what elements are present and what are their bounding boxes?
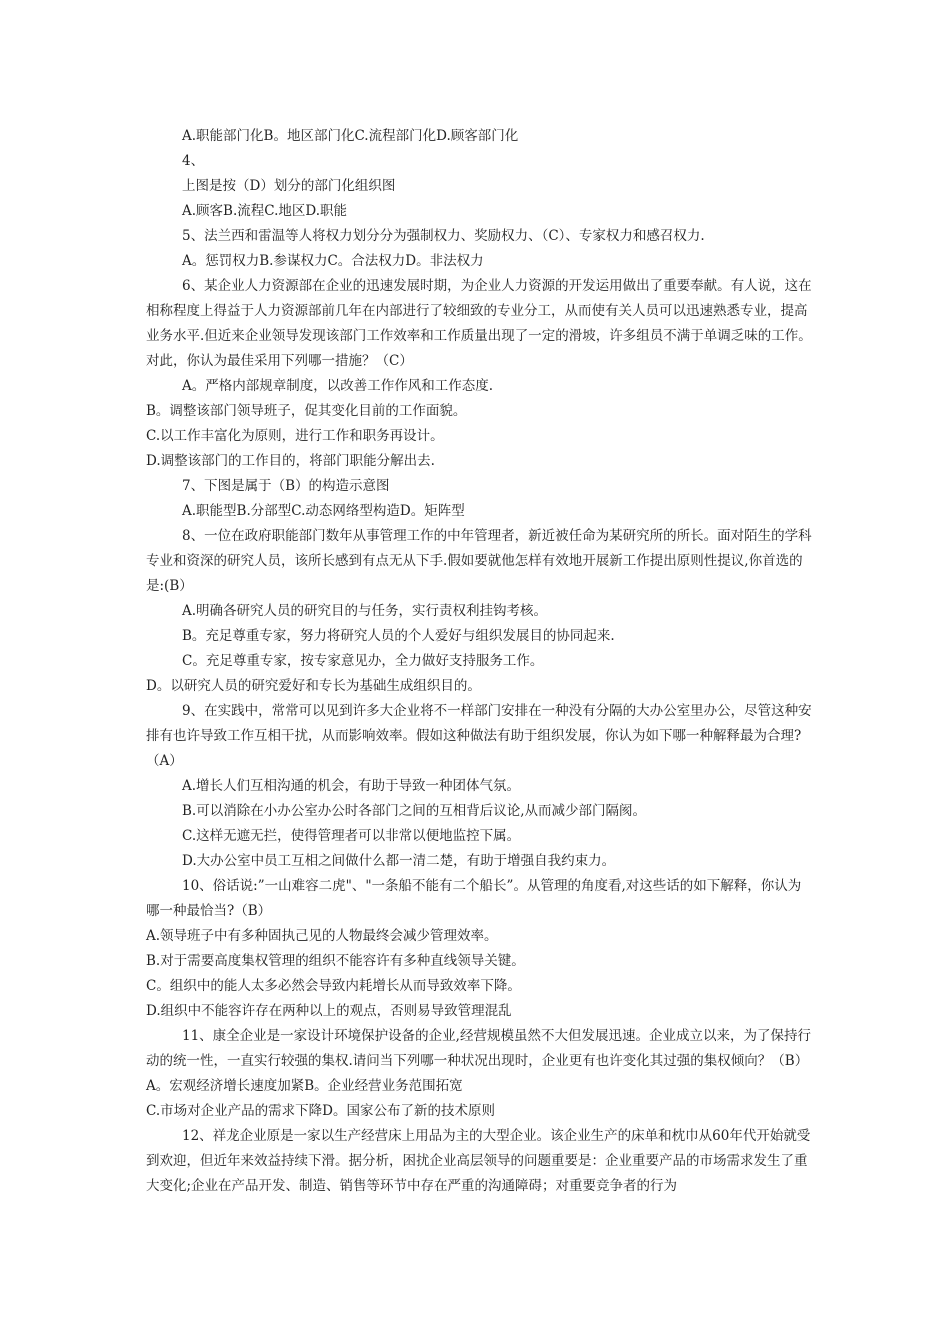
paragraph: C.以工作丰富化为原则，进行工作和职务再设计。 — [146, 428, 444, 444]
paragraph: C.市场对企业产品的需求下降D。国家公布了新的技术原则 — [146, 1103, 495, 1119]
paragraph: A.顾客B.流程C.地区D.职能 — [182, 203, 348, 219]
paragraph: C。充足尊重专家，按专家意见办，全力做好支持服务工作。 — [182, 653, 544, 669]
paragraph: A。严格内部规章制度，以改善工作作风和工作态度. — [182, 378, 494, 394]
paragraph: B。调整该部门领导班子，促其变化目前的工作面貌。 — [146, 403, 467, 419]
paragraph: A.职能部门化B。地区部门化C.流程部门化D.顾客部门化 — [182, 128, 519, 144]
paragraph: 上图是按（D）划分的部门化组织图 — [182, 178, 396, 194]
paragraph: 11、康全企业是一家设计环境保护设备的企业,经营规模虽然不大但发展迅速。企业成立以来，为了保持行动的统一性，一直实行较强的集权.请问当下列哪一种状况出现时，企业更有也许变化其过强的集权倾向？（B） — [146, 1028, 811, 1069]
paragraph: B.对于需要高度集权管理的组织不能容许有多种直线领导关键。 — [146, 953, 525, 969]
paragraph: A.职能型B.分部型C.动态网络型构造D。矩阵型 — [182, 503, 465, 519]
paragraph: A。宏观经济增长速度加紧B。企业经营业务范围拓宽 — [146, 1078, 463, 1094]
paragraph: 10、俗话说:”一山难容二虎"、"一条船不能有二个船长”。从管理的角度看,对这些话的如下解释，你认为哪一种最恰当?（B） — [146, 878, 802, 919]
paragraph: B.可以消除在小办公室办公时各部门之间的互相背后议论,从而减少部门隔阂。 — [182, 803, 647, 819]
paragraph: 4、 — [182, 153, 205, 169]
paragraph: B。充足尊重专家，努力将研究人员的个人爱好与组织发展目的协同起来. — [182, 628, 615, 644]
paragraph: D.大办公室中员工互相之间做什么都一清二楚，有助于增强自我约束力。 — [182, 853, 616, 869]
paragraph: A.明确各研究人员的研究目的与任务，实行责权利挂钩考核。 — [182, 603, 548, 619]
paragraph: A.增长人们互相沟通的机会，有助于导致一种团体气氛。 — [182, 778, 521, 794]
paragraph: C。组织中的能人太多必然会导致内耗增长从而导致效率下降。 — [146, 978, 521, 994]
paragraph: C.这样无遮无拦，使得管理者可以非常以便地监控下属。 — [182, 828, 521, 844]
paragraph: A。惩罚权力B.参谋权力C。合法权力D。非法权力 — [182, 253, 484, 269]
paragraph: A.领导班子中有多种固执己见的人物最终会减少管理效率。 — [146, 928, 498, 944]
paragraph: 6、某企业人力资源部在企业的迅速发展时期，为企业人力资源的开发运用做出了重要奉献。有人说，这在相称程度上得益于人力资源部前几年在内部进行了较细致的专业分工，从而使有关人员可以迅速熟悉专业，提高业务水平.但近来企业领导发现该部门工作效率和工作质量出现了一定的滑坡，许多组员不满于单调乏味的工作。对此，你认为最佳采用下列哪一措施？（C） — [146, 278, 812, 369]
paragraph: 9、在实践中，常常可以见到许多大企业将不一样部门安排在一种没有分隔的大办公室里办公，尽管这种安排有也许导致工作互相干扰，从而影响效率。假如这种做法有助于组织发展，你认为如下哪一种解释最为合理?（A） — [146, 703, 812, 769]
document-body — [146, 124, 812, 1199]
paragraph: 8、一位在政府职能部门数年从事管理工作的中年管理者，新近被任命为某研究所的所长。面对陌生的学科专业和资深的研究人员，该所长感到有点无从下手.假如要就他怎样有效地开展新工作提出原则性提议,你首选的是:(B） — [146, 528, 812, 594]
paragraph: 7、下图是属于（B）的构造示意图 — [182, 478, 390, 494]
paragraph: D.调整该部门的工作目的，将部门职能分解出去. — [146, 453, 435, 469]
paragraph: D.组织中不能容许存在两种以上的观点，否则易导致管理混乱 — [146, 1003, 512, 1019]
paragraph: 12、祥龙企业原是一家以生产经营床上用品为主的大型企业。该企业生产的床单和枕巾从60年代开始就受到欢迎，但近年来效益持续下滑。据分析，困扰企业高层领导的问题重要是：企业重要产品的市场需求发生了重大变化;企业在产品开发、制造、销售等环节中存在严重的沟通障碍；对重要竞争者的行为 — [146, 1128, 811, 1194]
paragraph: 5、法兰西和雷温等人将权力划分分为强制权力、奖励权力、（C）、专家权力和感召权力. — [182, 228, 705, 244]
paragraph: D。以研究人员的研究爱好和专长为基础生成组织目的。 — [146, 678, 481, 694]
